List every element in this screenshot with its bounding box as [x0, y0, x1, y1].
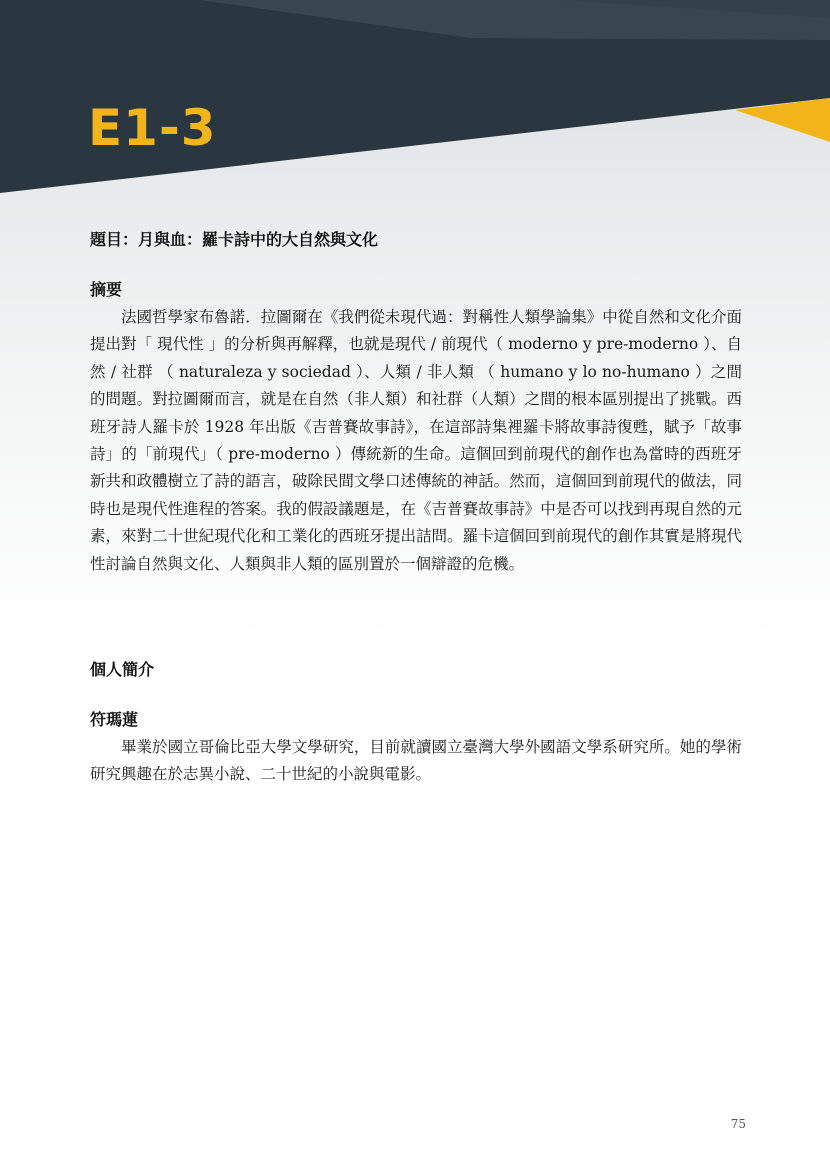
article-content — [90, 226, 742, 789]
bio-heading: 個人簡介 — [90, 660, 155, 680]
article-title: 題目：月與血：羅卡詩中的大自然與文化 — [90, 230, 379, 249]
page-number: 75 — [730, 1117, 746, 1131]
author-name: 符瑪蓮 — [90, 710, 139, 730]
bio-paragraph: 畢業於國立哥倫比亞大學文學研究，目前就讀國立臺灣大學外國語文學系研究所。她的學術研究興趣在於志異小說、二十世紀的小說與電影。 — [90, 738, 742, 784]
abstract-paragraph: 法國哲學家布魯諾．拉圖爾在《我們從未現代過：對稱性人類學論集》中從自然和文化介面提出對「 現代性 」的分析與再解釋，也就是現代 / 前現代（ moderno y pre-moderno ）、自然 / 社群 （ naturaleza y sociedad ）、人類 / 非人類 （ humano y lo no-humano ）之間的問題。對拉圖爾而言，就是在自然（非人類）和社群（人類）之間的根本區別提出了挑戰。西班牙詩人羅卡於 1928 年出版《吉普賽故事詩》，在這部詩集裡羅卡將故事詩復甦，賦予「故事詩」的「前現代」（ pre-moderno ）傳統新的生命。這個回到前現代的創作也為當時的西班牙新共和政體樹立了詩的語言，破除民間文學口述傳統的神話。然而，這個回到前現代的做法，同時也是現代性進程的答案。我的假設議題是，在《吉普賽故事詩》中是否可以找到再現自然的元素，來對二十世紀現代化和工業化的西班牙提出詰問。羅卡這個回到前現代的創作其實是將現代性討論自然與文化、人類與非人類的區別置於一個辯證的危機。 — [90, 308, 742, 573]
chapter-code: E1-3 — [88, 99, 217, 157]
abstract-heading: 摘要 — [90, 280, 123, 299]
